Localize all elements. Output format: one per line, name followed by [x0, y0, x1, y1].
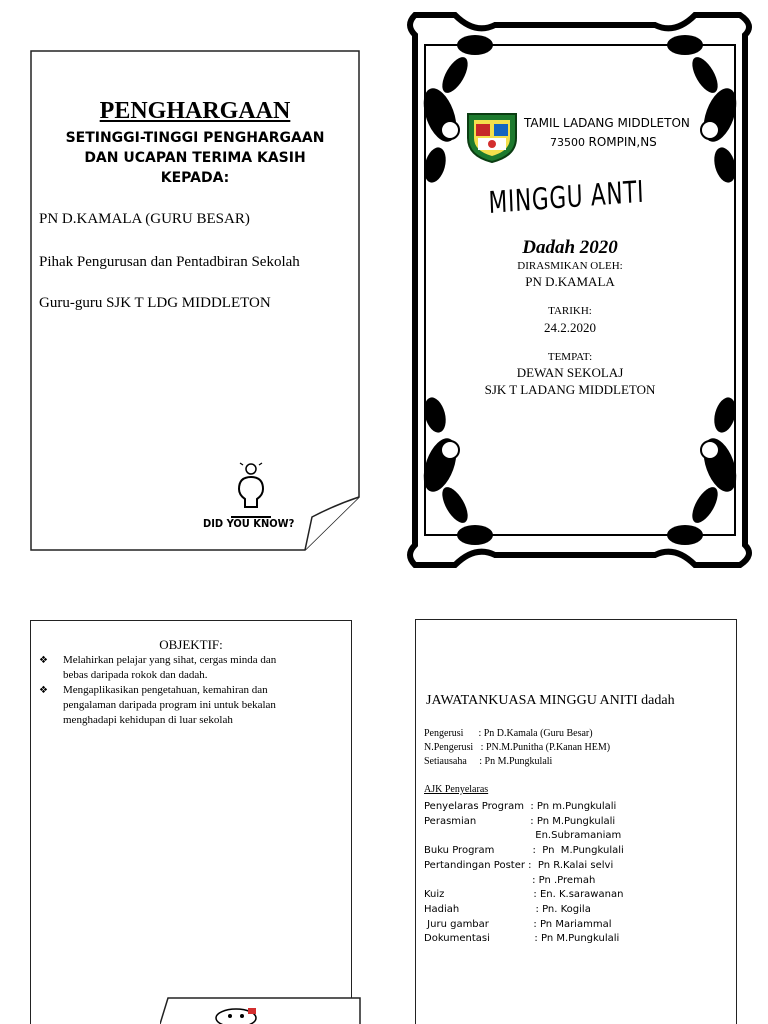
acknowledgement-item: Guru-guru SJK T LDG MIDDLETON — [39, 295, 271, 311]
officer-row: N.Pengerusi : PN.M.Punitha (P.Kanan HEM) — [424, 742, 611, 753]
objectives-list — [39, 653, 341, 728]
ajk-row: Buku Program : Pn M.Pungkulali — [424, 845, 624, 856]
speech-bubble — [160, 996, 400, 1024]
ornamental-frame — [395, 5, 765, 575]
objectives-panel — [30, 620, 352, 1024]
officer-row: Setiausaha : Pn M.Pungkulali — [424, 756, 553, 767]
event-title-line2: Dadah 2020 — [522, 237, 618, 258]
venue-label: TEMPAT: — [547, 351, 593, 363]
venue-line1: DEWAN SEKOLAJ — [516, 365, 624, 380]
acknowledgement-subtitle: SETINGGI-TINGGI PENGHARGAAN DAN UCAPAN TERIMA KASIH KEPADA: — [65, 130, 325, 186]
ajk-row: Hadiah : Pn. Kogila — [424, 904, 591, 915]
venue-line2: SJK T LADANG MIDDLETON — [484, 382, 656, 397]
school-address: 73500 ROMPIN,NS — [550, 135, 657, 149]
acknowledgement-panel — [31, 51, 359, 550]
school-name: TAMIL LADANG MIDDLETON — [524, 116, 690, 130]
ajk-row: Kuiz : En. K.sarawanan — [424, 889, 624, 900]
ajk-heading: AJK Penyelaras — [424, 784, 489, 795]
objective-item: ❖ Mengaplikasikan pengetahuan, kemahiran dan pengalaman daripada program ini untuk bekalan menghadapi kehidupan di luar sekolah — [39, 684, 276, 726]
ajk-row: Penyelaras Program : Pn m.Pungkulali — [424, 801, 617, 812]
diamond-bullet-icon: ❖ — [39, 685, 48, 696]
opened-by-label: DIRASMIKAN OLEH: — [517, 260, 623, 272]
acknowledgement-title: PENGHARGAAN — [99, 98, 291, 124]
did-you-know-label: DID YOU KNOW? — [203, 517, 295, 530]
date-label: TARIKH: — [548, 305, 592, 317]
ajk-row: Dokumentasi : Pn M.Pungkulali — [424, 933, 620, 944]
did-you-know-graphic — [201, 461, 305, 541]
objective-item: ❖ Melahirkan pelajar yang sihat, cergas minda dan bebas daripada rokok dan dadah. — [39, 654, 277, 681]
cartoon-figure-icon — [208, 1006, 264, 1024]
opened-by: PN D.KAMALA — [525, 274, 615, 289]
ajk-row: : Pn .Premah — [424, 875, 596, 886]
school-logo — [464, 108, 520, 164]
diamond-bullet-icon: ❖ — [39, 655, 48, 666]
acknowledgement-item: Pihak Pengurusan dan Pentadbiran Sekolah — [39, 254, 300, 270]
ajk-row: En.Subramaniam — [424, 830, 622, 841]
ajk-row: Juru gambar : Pn Mariammal — [424, 919, 612, 930]
acknowledgement-item: PN D.KAMALA (GURU BESAR) — [39, 211, 250, 227]
event-date: 24.2.2020 — [544, 320, 596, 335]
ajk-row: Perasmian : Pn M.Pungkulali — [424, 816, 616, 827]
ajk-row: Pertandingan Poster : Pn R.Kalai selvi — [424, 860, 614, 871]
event-title-line1: MINGGU ANTI — [488, 174, 645, 221]
officer-row: Pengerusi : Pn D.Kamala (Guru Besar) — [424, 728, 593, 739]
committee-panel — [415, 619, 737, 1024]
committee-title: JAWATANKUASA MINGGU ANITI dadah — [426, 693, 675, 708]
objectives-title: OBJEKTIF: — [159, 637, 223, 652]
